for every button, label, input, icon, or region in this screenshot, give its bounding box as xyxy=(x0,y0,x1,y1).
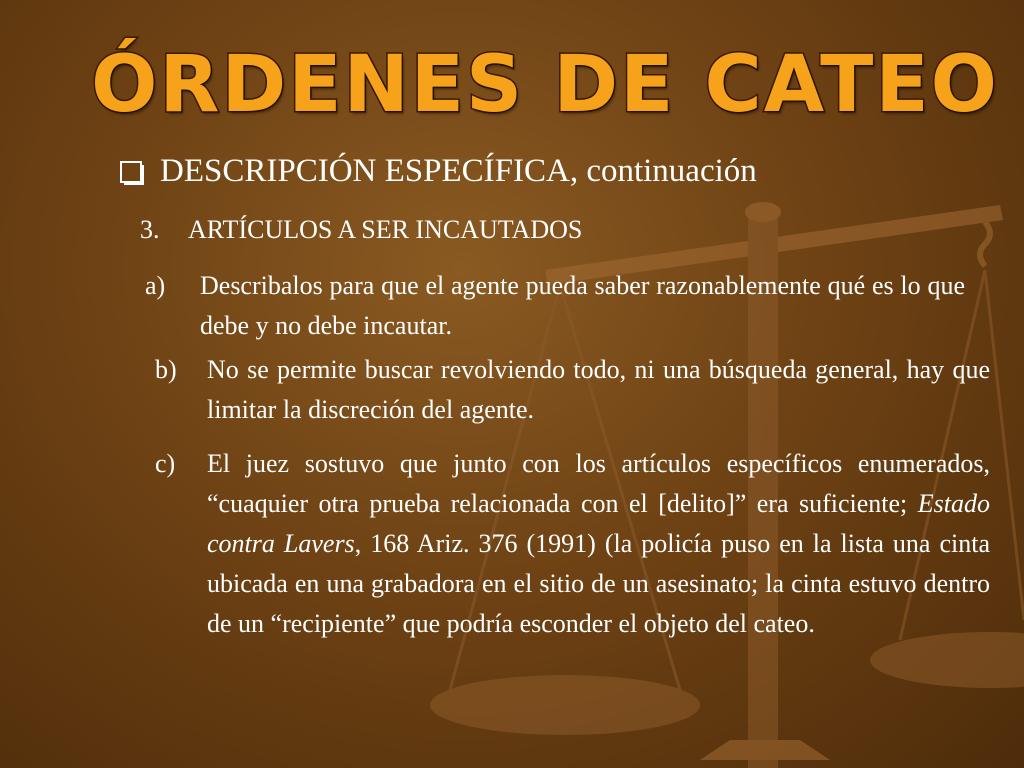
case-name: Estado contra Lavers xyxy=(207,489,990,558)
list-item-text xyxy=(207,444,990,644)
section-number: 3. xyxy=(140,215,160,244)
section-heading xyxy=(140,215,582,245)
list-item-text: Describalos para que el agente pueda saber razonablemente qué es lo que debe y no debe incautar. xyxy=(200,271,965,340)
list-item xyxy=(155,350,990,434)
text-after: , 168 Ariz. 376 (1991) (la policía puso en la lista una cinta ubicada en una grabadora en el sitio de un asesinato; la cinta estuvo dentro de un “recipiente” que podría esconder el objeto del cateo. xyxy=(207,529,990,638)
list-item xyxy=(155,444,990,734)
checkbox-icon xyxy=(120,161,142,183)
list-marker: c) xyxy=(155,449,176,478)
list-item-text: No se permite buscar revolviendo todo, ni una búsqueda general, hay que limitar la discreción del agente. xyxy=(207,355,990,424)
list-item xyxy=(145,266,965,350)
section-label: ARTÍCULOS A SER INCAUTADOS xyxy=(188,215,583,244)
list-marker: b) xyxy=(155,355,177,384)
subtitle xyxy=(120,153,757,190)
subtitle-text: DESCRIPCIÓN ESPECÍFICA, continuación xyxy=(160,153,757,189)
text-before: El juez sostuvo que junto con los artículos específicos enumerados, “cuaquier otra prueba relacionada con el [delito]” era suficiente; xyxy=(207,449,990,518)
list-marker: a) xyxy=(145,271,166,300)
slide-title: ÓRDENES DE CATEO xyxy=(91,40,999,130)
